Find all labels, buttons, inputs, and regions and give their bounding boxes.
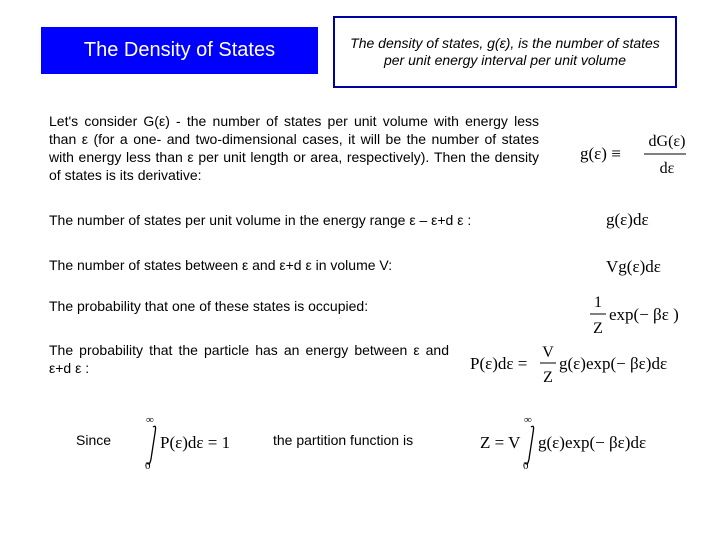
eq6-lower-limit: 0 (145, 460, 151, 471)
eq4-rest: exp(− βε ) (609, 305, 679, 324)
paragraph-states-in-volume: The number of states between ε and ε+d ε in volume V: (49, 257, 393, 273)
partition-function-label: the partition function is (273, 432, 414, 448)
eq7-lower-limit: 0 (523, 460, 529, 471)
eq5-lhs: P(ε)dε = (470, 354, 528, 373)
slide-title-text: The Density of States (83, 39, 276, 61)
equation-partition-function (478, 413, 700, 471)
eq2-expression: g(ε)dε (606, 210, 649, 229)
eq1-denominator: dε (659, 160, 675, 177)
definition-box (333, 16, 677, 88)
paragraph-states-in-range: The number of states per unit volume in the energy range ε – ε+d ε : (49, 212, 472, 228)
equation-occupation-probability (588, 290, 698, 340)
since-label: Since (76, 432, 112, 448)
eq7-lhs: Z = V (480, 433, 521, 452)
equation-states-in-volume (604, 253, 704, 279)
eq4-denominator: Z (593, 320, 603, 337)
eq5-rest: g(ε)exp(− βε)dε (559, 354, 668, 373)
equation-states-in-range (604, 206, 694, 232)
eq7-body: g(ε)exp(− βε)dε (538, 433, 647, 452)
paragraph-occupation-probability: The probability that one of these states is occupied: (49, 298, 369, 314)
equation-normalization (140, 413, 280, 471)
definition-text: The density of states, g(ε), is the number of states per unit energy interval per unit volume (350, 35, 660, 68)
eq6-upper-limit: ∞ (146, 414, 154, 426)
eq5-numerator: V (542, 344, 554, 361)
eq6-body: P(ε)dε = 1 (160, 433, 231, 452)
eq3-expression: Vg(ε)dε (606, 257, 661, 276)
eq5-denominator: Z (543, 369, 553, 386)
eq4-numerator: 1 (594, 294, 602, 311)
eq7-upper-limit: ∞ (524, 414, 532, 426)
equation-density-definition (578, 128, 688, 180)
eq1-lhs: g(ε) ≡ (580, 144, 621, 163)
eq7-integral-sign (525, 426, 534, 464)
eq6-integral-sign (147, 426, 156, 464)
paragraph-energy-probability: The probability that the particle has an energy between ε and ε+d ε : (49, 342, 449, 376)
paragraph-cumulative-states: Let's consider G(ε) - the number of states per unit volume with energy less than ε (for a one- and two-dimensional cases, it will be the number of states with energy less than ε per unit length or area, respectively). Then the density of states is its derivative: (49, 113, 539, 183)
equation-energy-probability (468, 340, 690, 390)
slide-title (41, 27, 318, 74)
eq1-numerator: dG(ε) (648, 133, 686, 150)
